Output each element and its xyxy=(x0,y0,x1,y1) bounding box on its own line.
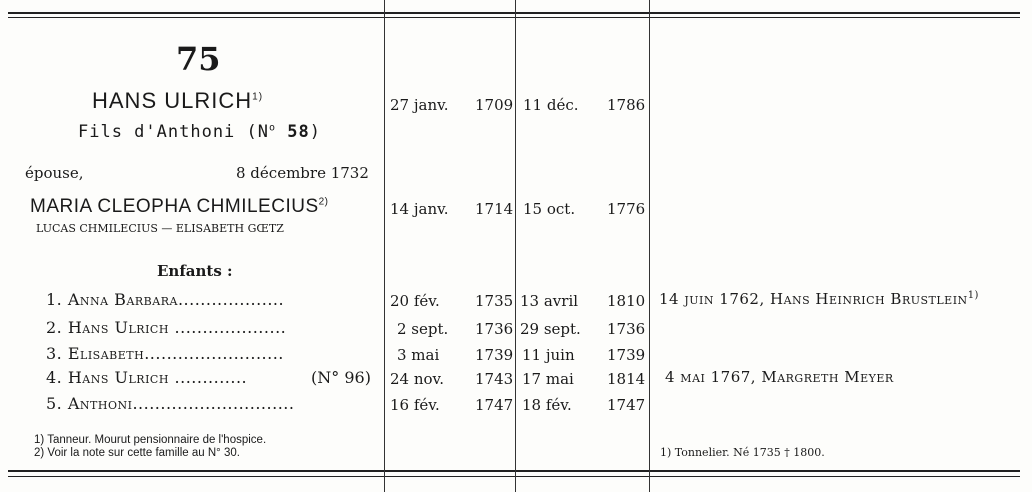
child-birth-day: 3 mai xyxy=(397,346,440,364)
spouse-label: épouse, xyxy=(25,164,84,182)
person-birth-year: 1709 xyxy=(475,96,514,114)
child-birth-day: 24 nov. xyxy=(390,370,445,388)
child-death-year: 1814 xyxy=(607,370,646,388)
marriage-date: 8 décembre 1732 xyxy=(236,164,369,182)
person-name-text: HANS ULRICH xyxy=(92,88,253,113)
child-birth-day: 20 fév. xyxy=(390,292,440,310)
column-divider-2 xyxy=(515,0,516,492)
top-rule xyxy=(8,12,1020,14)
spouse-name-text: MARIA CLEOPHA CHMILECIUS xyxy=(30,196,319,217)
spouse-parents: LUCAS CHMILECIUS — ELISABETH GŒTZ xyxy=(36,222,284,235)
child-marriage-text: 4 mai 1767, Margreth Meyer xyxy=(665,368,894,386)
child-leader-dots: ............. xyxy=(174,368,248,387)
spouse-name-note: 2) xyxy=(318,196,329,208)
child-birth-day: 16 fév. xyxy=(390,396,440,414)
child-row-label xyxy=(46,344,284,363)
child-row-label xyxy=(46,290,284,309)
person-death-day: 11 déc. xyxy=(523,96,579,114)
child-birth-year: 1735 xyxy=(475,292,514,310)
parentage-num: 58 xyxy=(287,122,310,142)
child-death-day: 11 juin xyxy=(522,346,575,364)
child-reference: (N° 96) xyxy=(311,368,371,387)
child-name: 5. Anthoni xyxy=(46,394,133,413)
children-heading: Enfants : xyxy=(157,262,233,280)
spouse-death-day: 15 oct. xyxy=(523,200,576,218)
spouse-death-year: 1776 xyxy=(607,200,646,218)
child-marriage xyxy=(665,368,894,386)
footnote-left-1: 1) Tanneur. Mourut pensionnaire de l'hospice. xyxy=(34,434,267,446)
child-death-year: 1810 xyxy=(607,292,646,310)
child-birth-year: 1739 xyxy=(475,346,514,364)
parentage-text: Fils d'Anthoni (N xyxy=(78,122,269,142)
child-death-day: 17 mai xyxy=(522,370,574,388)
column-divider-3 xyxy=(649,0,650,492)
child-birth-day: 2 sept. xyxy=(397,320,449,338)
child-marriage xyxy=(659,290,979,308)
parentage-close: ) xyxy=(309,122,322,142)
entry-number: 75 xyxy=(176,40,221,78)
top-rule-inner xyxy=(8,17,1020,18)
person-parentage xyxy=(78,122,321,142)
bottom-rule-inner xyxy=(8,476,1020,477)
child-death-day: 29 sept. xyxy=(520,320,581,338)
child-death-day: 18 fév. xyxy=(522,396,572,414)
spouse-birth-day: 14 janv. xyxy=(390,200,449,218)
column-divider-1 xyxy=(384,0,385,492)
child-row-label xyxy=(46,318,286,337)
child-marriage-note: 1) xyxy=(967,290,979,301)
child-death-year: 1739 xyxy=(607,346,646,364)
footnote-left-2: 2) Voir la note sur cette famille au N° 30. xyxy=(34,447,240,459)
person-birth-day: 27 janv. xyxy=(390,96,449,114)
person-death-year: 1786 xyxy=(607,96,646,114)
spouse-birth-year: 1714 xyxy=(475,200,514,218)
parentage-sup: o xyxy=(269,122,277,134)
child-birth-year: 1743 xyxy=(475,370,514,388)
bottom-rule xyxy=(8,470,1020,472)
child-name: 1. Anna Barbara xyxy=(46,290,178,309)
spouse-name xyxy=(30,196,329,218)
child-row-label xyxy=(46,368,247,387)
child-name: 3. Elisabeth xyxy=(46,344,145,363)
child-death-day: 13 avril xyxy=(520,292,579,310)
child-leader-dots: .................... xyxy=(174,318,287,337)
footnote-right: 1) Tonnelier. Né 1735 † 1800. xyxy=(660,446,825,459)
child-name: 2. Hans Ulrich xyxy=(46,318,169,337)
child-death-year: 1747 xyxy=(607,396,646,414)
child-birth-year: 1747 xyxy=(475,396,514,414)
child-name: 4. Hans Ulrich xyxy=(46,368,169,387)
person-name-note: 1) xyxy=(252,91,264,103)
child-row-label xyxy=(46,394,294,413)
child-leader-dots: ............................. xyxy=(132,394,295,413)
child-leader-dots: ......................... xyxy=(144,344,284,363)
child-marriage-text: 14 juin 1762, Hans Heinrich Brustlein xyxy=(659,290,968,308)
person-name xyxy=(92,88,263,114)
child-birth-year: 1736 xyxy=(475,320,514,338)
child-leader-dots: ................... xyxy=(177,290,285,309)
child-death-year: 1736 xyxy=(607,320,646,338)
